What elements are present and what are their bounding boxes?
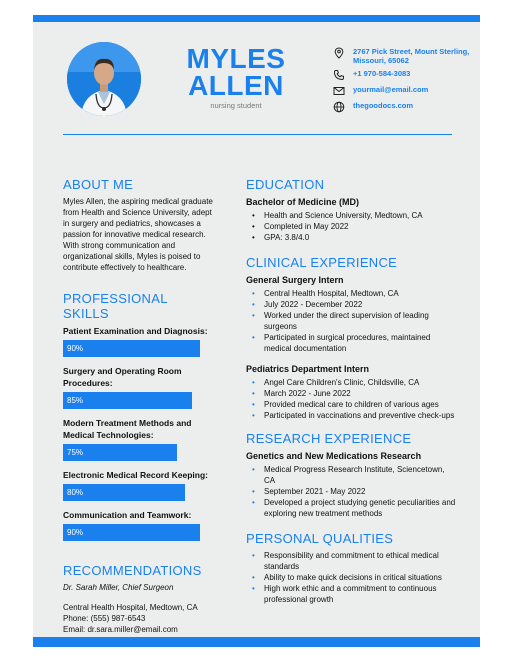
list-item: • July 2022 - December 2022 xyxy=(246,299,456,310)
email-text[interactable]: yourmail@email.com xyxy=(353,85,429,94)
qualities-section xyxy=(246,531,456,605)
skill-name: Surgery and Operating Room Procedures: xyxy=(63,366,182,388)
list-item: • Completed in May 2022 xyxy=(246,221,456,232)
contact-phone xyxy=(333,69,473,81)
job-details-list xyxy=(246,377,456,421)
clinical-section xyxy=(246,255,456,421)
address-text: 2767 Pick Street, Mount Sterling, Missouri, 65062 xyxy=(353,47,470,65)
recommender-hospital: Central Health Hospital, Medtown, CA xyxy=(63,603,198,612)
list-item: • GPA: 3.8/4.0 xyxy=(246,232,456,243)
about-heading: ABOUT ME xyxy=(63,177,134,192)
contact-address xyxy=(333,47,473,65)
research-section xyxy=(246,431,456,519)
recommender-phone: Phone: (555) 987-6543 xyxy=(63,614,146,623)
last-name: ALLEN xyxy=(188,70,284,101)
qualities-heading: PERSONAL QUALITIES xyxy=(246,531,394,546)
skill-item xyxy=(63,325,215,357)
candidate-name xyxy=(171,45,301,99)
skill-name: Patient Examination and Diagnosis: xyxy=(63,326,208,336)
education-heading: EDUCATION xyxy=(246,177,325,192)
contact-block xyxy=(333,47,473,117)
list-item: • Participated in vaccinations and preventive check-ups xyxy=(246,410,456,421)
list-item: • Provided medical care to children of various ages xyxy=(246,399,456,410)
phone-icon xyxy=(333,69,345,81)
recommender-email: Email: dr.sara.miller@email.com xyxy=(63,625,178,634)
skill-bar: 80% xyxy=(63,484,185,501)
education-list xyxy=(246,210,456,243)
recommendations-section xyxy=(63,563,215,635)
list-item: • Developed a project studying genetic peculiarities and exploring new treatment methods xyxy=(246,497,456,519)
website-text[interactable]: thegoodocs.com xyxy=(353,101,414,110)
job-title: Pediatrics Department Intern xyxy=(246,364,370,374)
qualities-list xyxy=(246,550,456,605)
candidate-role: nursing student xyxy=(210,101,262,110)
skill-name: Communication and Teamwork: xyxy=(63,510,192,520)
envelope-icon xyxy=(333,85,345,97)
research-title: Genetics and New Medications Research xyxy=(246,451,422,461)
right-column xyxy=(246,177,456,605)
recommendations-heading: RECOMMENDATIONS xyxy=(63,563,202,578)
phone-text[interactable]: +1 970-584-3083 xyxy=(353,69,411,78)
list-item: • Health and Science University, Medtown, CA xyxy=(246,210,456,221)
header-divider xyxy=(63,134,452,135)
skills-heading: PROFESSIONAL SKILLS xyxy=(63,291,168,321)
skill-bar: 90% xyxy=(63,340,200,357)
profile-photo xyxy=(67,42,141,116)
resume-page xyxy=(33,15,480,647)
about-section xyxy=(63,177,215,273)
skill-bar: 90% xyxy=(63,524,200,541)
skills-section xyxy=(63,291,215,541)
skill-item xyxy=(63,509,215,541)
list-item: • Participated in surgical procedures, maintained medical documentation xyxy=(246,332,456,354)
top-accent-bar xyxy=(33,15,480,22)
education-section xyxy=(246,177,456,243)
research-list xyxy=(246,464,456,519)
clinical-heading: CLINICAL EXPERIENCE xyxy=(246,255,398,270)
bottom-accent-bar xyxy=(33,637,480,647)
contact-email xyxy=(333,85,473,97)
skill-bar: 75% xyxy=(63,444,177,461)
about-text: Myles Allen, the aspiring medical graduate from Health and Science University, adept in surgery and pediatrics, showcases a passion for innovative medical research. With strong communication and organizational skills, Myles is poised to contribute effectively to healthcare. xyxy=(63,197,213,272)
list-item: • High work ethic and a commitment to continuous professional growth xyxy=(246,583,456,605)
skill-bar: 85% xyxy=(63,392,192,409)
skill-item xyxy=(63,417,215,461)
list-item: • Medical Progress Research Institute, Sciencetown, CA xyxy=(246,464,456,486)
left-column xyxy=(63,177,215,635)
list-item: • Central Health Hospital, Medtown, CA xyxy=(246,288,456,299)
recommender-name: Dr. Sarah Miller, Chief Surgeon xyxy=(63,583,174,592)
list-item: • September 2021 - May 2022 xyxy=(246,486,456,497)
list-item: • Ability to make quick decisions in critical situations xyxy=(246,572,456,583)
research-heading: RESEARCH EXPERIENCE xyxy=(246,431,412,446)
contact-website xyxy=(333,101,473,113)
skill-item xyxy=(63,365,215,409)
list-item: • Angel Care Children's Clinic, Childsville, CA xyxy=(246,377,456,388)
location-pin-icon xyxy=(333,47,345,59)
first-name: MYLES xyxy=(186,43,286,74)
job-title: General Surgery Intern xyxy=(246,275,344,285)
globe-icon xyxy=(333,101,345,113)
list-item: • Responsibility and commitment to ethical medical standards xyxy=(246,550,456,572)
list-item: • Worked under the direct supervision of leading surgeons xyxy=(246,310,456,332)
job-details-list xyxy=(246,288,456,354)
skill-name: Electronic Medical Record Keeping: xyxy=(63,470,209,480)
list-item: • March 2022 - June 2022 xyxy=(246,388,456,399)
skill-name: Modern Treatment Methods and Medical Technologies: xyxy=(63,418,192,440)
skill-item xyxy=(63,469,215,501)
degree-title: Bachelor of Medicine (MD) xyxy=(246,197,360,207)
